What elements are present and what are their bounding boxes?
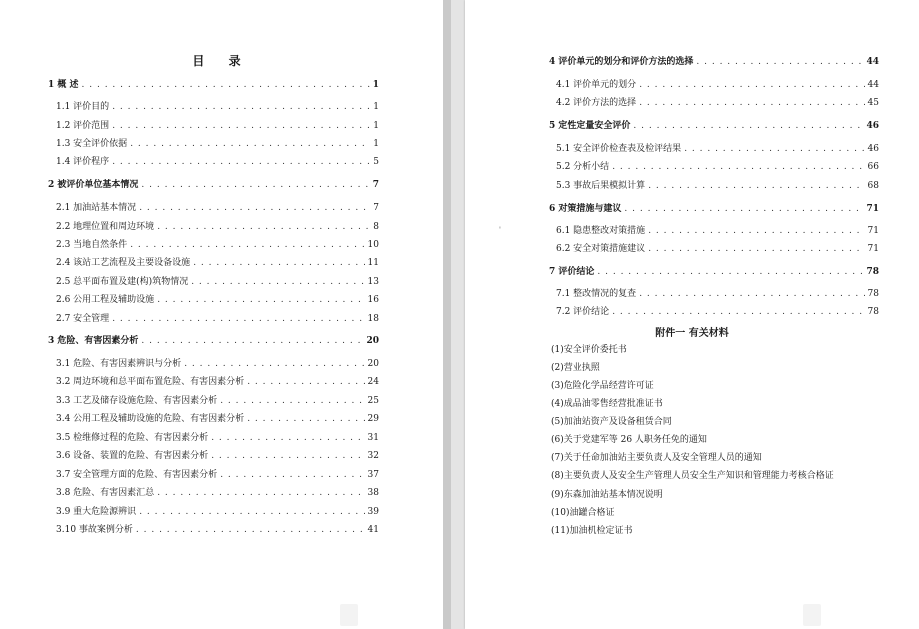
toc-entry[interactable]: 2.2 地理位置和周边环境 . . . 8 xyxy=(56,221,379,233)
toc-entry[interactable]: 3.7 安全管理方面的危险、有害因素分析 . . . 37 xyxy=(56,469,379,481)
toc-entry[interactable]: 3.3 工艺及储存设施危险、有害因素分析 . . . 25 xyxy=(56,395,379,407)
appendix-item[interactable]: (1)安全评价委托书 xyxy=(551,345,627,355)
page-corner-mark xyxy=(340,604,358,626)
appendix-item[interactable]: (10)油罐合格证 xyxy=(551,508,615,518)
page-gutter xyxy=(451,0,465,629)
page-gutter xyxy=(443,0,451,629)
page-corner-mark xyxy=(803,604,821,626)
toc-entry[interactable]: 3.8 危险、有害因素汇总 . . . 38 xyxy=(56,487,379,499)
appendix-item[interactable]: (7)关于任命加油站主要负责人及安全管理人员的通知 xyxy=(551,453,762,463)
toc-entry[interactable]: 3.5 检维修过程的危险、有害因素分析 . . . 31 xyxy=(56,432,379,444)
toc-entry[interactable]: 5.3 事故后果模拟计算 . . . 68 xyxy=(556,180,879,192)
toc-entry[interactable]: 4 评价单元的划分和评价方法的选择 . . . 44 xyxy=(549,56,879,68)
toc-entry[interactable]: 2.4 该站工艺流程及主要设备设施 . . . 11 xyxy=(56,257,379,269)
toc-entry[interactable]: 3 危险、有害因素分析 . . . 20 xyxy=(48,335,379,347)
toc-entry[interactable]: 6.1 隐患整改对策措施 . . . 71 xyxy=(556,225,879,237)
appendix-item[interactable]: (8)主要负责人及安全生产管理人员安全生产知识和管理能力考核合格证 xyxy=(551,471,834,481)
toc-entry[interactable]: 3.10 事故案例分析 . . . 41 xyxy=(56,524,379,536)
toc-entry[interactable]: 3.4 公用工程及辅助设施的危险、有害因素分析 . . . 29 xyxy=(56,413,379,425)
toc-entry[interactable]: 6.2 安全对策措施建议 . . . 71 xyxy=(556,243,879,255)
toc-entry[interactable]: 2 被评价单位基本情况 . . . 7 xyxy=(48,179,379,191)
appendix-item[interactable]: (11)加油机检定证书 xyxy=(551,526,633,536)
toc-entry[interactable]: 1.3 安全评价依据 . . . 1 xyxy=(56,138,379,150)
toc-entry[interactable]: 1.4 评价程序 . . . 5 xyxy=(56,156,379,168)
left-page xyxy=(0,0,443,629)
toc-entry[interactable]: 7.1 整改情况的复查 . . . 78 xyxy=(556,288,879,300)
toc-entry[interactable]: 7 评价结论 . . . 78 xyxy=(549,266,879,278)
toc-entry[interactable]: 3.6 设备、装置的危险、有害因素分析 . . . 32 xyxy=(56,450,379,462)
toc-title: 目 录 xyxy=(192,54,251,68)
toc-entry[interactable]: 2.5 总平面布置及建(构)筑物情况 . . . 13 xyxy=(56,276,379,288)
toc-entry[interactable]: 4.1 评价单元的划分 . . . 44 xyxy=(556,79,879,91)
right-page xyxy=(465,0,919,629)
appendix-item[interactable]: (3)危险化学品经营许可证 xyxy=(551,381,654,391)
appendix-item[interactable]: (6)关于党建军等 26 人职务任免的通知 xyxy=(551,435,707,445)
toc-entry[interactable]: 2.7 安全管理 . . . 18 xyxy=(56,313,379,325)
toc-entry[interactable]: 3.2 周边环境和总平面布置危险、有害因素分析 . . . 24 xyxy=(56,376,379,388)
toc-entry[interactable]: 7.2 评价结论 . . . 78 xyxy=(556,306,879,318)
toc-entry[interactable]: 5.1 安全评价检查表及检评结果 . . . 46 xyxy=(556,143,879,155)
toc-entry[interactable]: 2.6 公用工程及辅助设施 . . . 16 xyxy=(56,294,379,306)
toc-entry[interactable]: 1.2 评价范围 . . . 1 xyxy=(56,120,379,132)
appendix-item[interactable]: (5)加油站资产及设备租赁合同 xyxy=(551,417,672,427)
toc-entry[interactable]: 2.1 加油站基本情况 . . . 7 xyxy=(56,202,379,214)
toc-entry[interactable]: 2.3 当地自然条件 . . . 10 xyxy=(56,239,379,251)
appendix-item[interactable]: (9)东森加油站基本情况说明 xyxy=(551,490,663,500)
toc-entry[interactable]: 5 定性定量安全评价 . . . 46 xyxy=(549,120,879,132)
toc-entry[interactable]: 3.1 危险、有害因素辨识与分析 . . . 20 xyxy=(56,358,379,370)
margin-mark: ' xyxy=(499,226,501,234)
toc-entry[interactable]: 4.2 评价方法的选择 . . . 45 xyxy=(556,97,879,109)
appendix-item[interactable]: (2)营业执照 xyxy=(551,363,600,373)
toc-entry[interactable]: 5.2 分析小结 . . . 66 xyxy=(556,161,879,173)
toc-entry[interactable]: 1.1 评价目的 . . . 1 xyxy=(56,101,379,113)
appendix-item[interactable]: (4)成品油零售经营批准证书 xyxy=(551,399,663,409)
toc-entry[interactable]: 6 对策措施与建议 . . . 71 xyxy=(549,203,879,215)
toc-entry[interactable]: 1 概 述 . . . 1 xyxy=(48,79,379,91)
appendix-title: 附件一 有关材料 xyxy=(655,328,729,339)
toc-entry[interactable]: 3.9 重大危险源辨识 . . . 39 xyxy=(56,506,379,518)
